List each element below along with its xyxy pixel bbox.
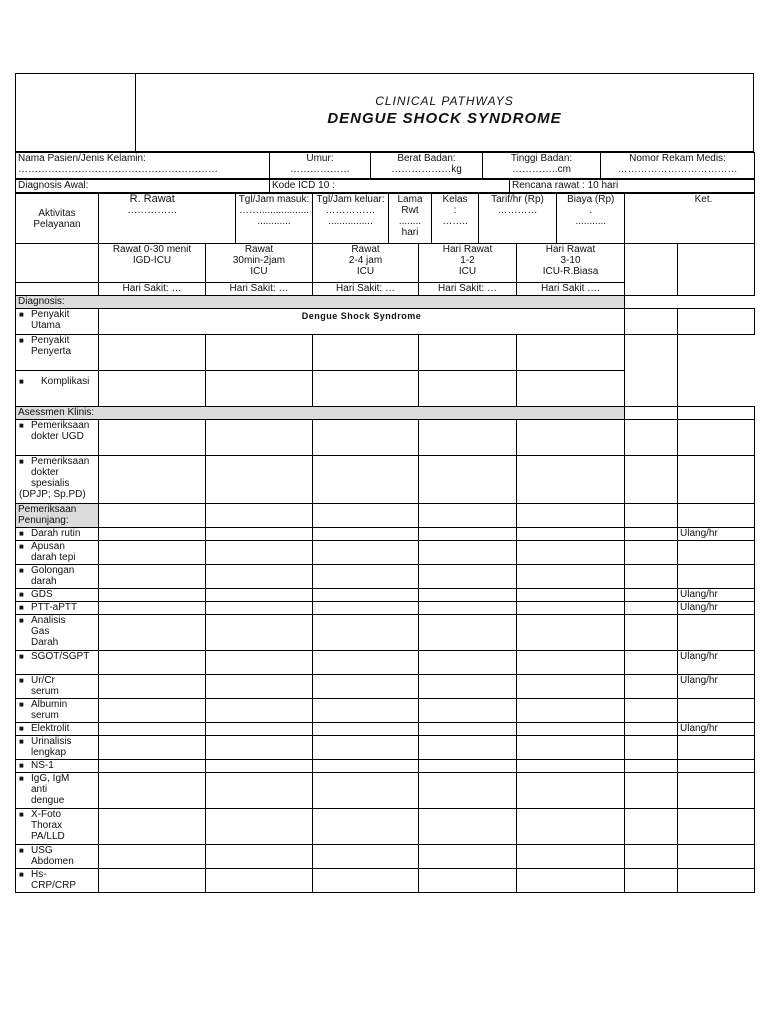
item-note[interactable]: Ulang/hr	[678, 651, 755, 675]
cost-cell[interactable]	[557, 194, 625, 243]
cost-dots: ...........	[575, 216, 607, 227]
note-label: Ket.	[694, 194, 713, 205]
cell[interactable]	[517, 651, 625, 675]
phase-5-header	[517, 244, 625, 283]
cell[interactable]	[625, 699, 678, 723]
cell[interactable]	[517, 589, 625, 602]
item-label: Golongan darah	[31, 565, 75, 587]
cell[interactable]	[313, 736, 419, 760]
sick-day-2[interactable]: Hari Sakit: …	[206, 283, 313, 296]
cell[interactable]	[313, 760, 419, 773]
cell[interactable]	[99, 699, 206, 723]
cell[interactable]	[625, 541, 678, 565]
patient-name-cell[interactable]	[16, 153, 270, 179]
item-label: X-Foto Thorax PA/LLD	[31, 809, 65, 842]
plan-cell[interactable]: Rencana rawat : 10 hari	[510, 180, 755, 193]
sick-day-5[interactable]: Hari Sakit ….	[517, 283, 625, 296]
cell[interactable]	[206, 845, 313, 869]
cell[interactable]	[99, 723, 206, 736]
cell[interactable]	[517, 760, 625, 773]
item-label: Analisis Gas Darah	[31, 615, 66, 648]
phase-2-line2: 30min-2jam	[232, 255, 286, 266]
room-header[interactable]	[99, 194, 206, 244]
cell[interactable]	[517, 869, 625, 893]
stay-length-label: Lama Rwt	[397, 194, 423, 216]
item-note[interactable]	[678, 541, 755, 565]
cell[interactable]	[99, 869, 206, 893]
phase-2-line1: Rawat	[244, 244, 274, 255]
item-note[interactable]: Ulang/hr	[678, 589, 755, 602]
comorbid-cell-1[interactable]	[99, 335, 206, 371]
cell[interactable]	[419, 541, 517, 565]
diagnosis-info-table	[15, 179, 755, 193]
phase-5-line3: ICU-R.Biasa	[542, 266, 599, 277]
spec-cell-3[interactable]	[313, 456, 419, 504]
cost-label: Biaya (Rp)	[567, 194, 615, 205]
cell[interactable]	[206, 869, 313, 893]
assessment-specialist-label: Pemeriksaan dokter spesialis	[31, 456, 90, 489]
cell[interactable]	[517, 773, 625, 809]
list-item: ■ GDS	[16, 589, 99, 602]
cell[interactable]	[313, 541, 419, 565]
spec-cell-1[interactable]	[99, 456, 206, 504]
item-label: USG Abdomen	[31, 845, 74, 867]
initial-diagnosis-cell[interactable]: Diagnosis Awal:	[16, 180, 270, 193]
cell[interactable]	[99, 602, 206, 615]
cell[interactable]	[625, 528, 678, 541]
phase-3-line1: Rawat	[351, 244, 380, 255]
cell[interactable]	[419, 809, 517, 845]
age-dots: ………………	[290, 164, 350, 175]
list-item-assessment-ugd: ■ Pemeriksaan dokter UGD	[16, 420, 99, 456]
cell[interactable]	[313, 845, 419, 869]
cell[interactable]	[419, 589, 517, 602]
tariff-dots: …………	[497, 205, 538, 216]
admission-headers	[206, 194, 625, 244]
cell[interactable]	[625, 675, 678, 699]
cell[interactable]	[313, 773, 419, 809]
cell[interactable]	[517, 541, 625, 565]
assessment-section: Asessmen Klinis:	[16, 407, 625, 420]
cell[interactable]	[313, 869, 419, 893]
complication-cell-1[interactable]	[99, 371, 206, 407]
class-label: Kelas	[442, 194, 468, 205]
ugd-cell-5[interactable]	[517, 420, 625, 456]
cell[interactable]	[99, 615, 206, 651]
cell[interactable]	[99, 565, 206, 589]
cost-dot: .	[589, 205, 593, 216]
list-item: ■ Analisis Gas Darah	[16, 615, 99, 651]
cell[interactable]	[206, 615, 313, 651]
cell[interactable]	[419, 845, 517, 869]
record-number-cell[interactable]	[601, 153, 755, 179]
comorbid-cell-3[interactable]	[313, 335, 419, 371]
cell[interactable]	[625, 589, 678, 602]
list-item: ■ Elektrolit	[16, 723, 99, 736]
cell[interactable]	[517, 675, 625, 699]
cell[interactable]	[206, 651, 313, 675]
cell[interactable]	[313, 675, 419, 699]
sick-day-4[interactable]: Hari Sakit: …	[419, 283, 517, 296]
patient-info-table	[15, 152, 755, 179]
weight-label: Berat Badan:	[397, 153, 456, 164]
admission-date-dots: ……..................	[238, 205, 309, 216]
cell[interactable]	[206, 809, 313, 845]
support-cell-6[interactable]	[625, 504, 678, 528]
complication-cell-4[interactable]	[419, 371, 517, 407]
cell[interactable]	[99, 675, 206, 699]
cell[interactable]	[419, 736, 517, 760]
item-label: NS-1	[31, 760, 54, 771]
cell[interactable]	[206, 528, 313, 541]
support-cell-3[interactable]	[313, 504, 419, 528]
patient-name-dots: ……………………………………………………	[18, 164, 218, 175]
cell[interactable]	[625, 615, 678, 651]
list-item: ■ IgG, IgM anti dengue	[16, 773, 99, 809]
cell[interactable]	[419, 602, 517, 615]
list-item: ■ NS-1	[16, 760, 99, 773]
comorbid-cell-5[interactable]	[517, 335, 625, 371]
form-header	[15, 73, 754, 152]
phase-2-header	[206, 244, 313, 283]
cell[interactable]	[313, 528, 419, 541]
class-cell[interactable]	[432, 194, 479, 243]
list-item: ■ Darah rutin	[16, 528, 99, 541]
phase-3-line3: ICU	[356, 266, 375, 277]
cell[interactable]	[99, 589, 206, 602]
discharge-date-dots: ……………	[325, 205, 376, 216]
cell[interactable]	[313, 699, 419, 723]
admission-date-dots-2: ............	[257, 216, 291, 227]
list-item: ■ Apusan darah tepi	[16, 541, 99, 565]
ugd-cell-4[interactable]	[419, 420, 517, 456]
list-item: ■ X-Foto Thorax PA/LLD	[16, 809, 99, 845]
item-label: Elektrolit	[31, 723, 70, 734]
phase-blank-1	[625, 244, 678, 296]
cell[interactable]	[99, 736, 206, 760]
room-dots: ……………	[127, 205, 178, 216]
cell[interactable]	[206, 773, 313, 809]
cell[interactable]	[99, 528, 206, 541]
complication-cell-2[interactable]	[206, 371, 313, 407]
age-label: Umur:	[306, 153, 334, 164]
item-note[interactable]: Ulang/hr	[678, 723, 755, 736]
ugd-cell-7[interactable]	[678, 420, 755, 456]
cell[interactable]	[517, 565, 625, 589]
admission-date-label: Tgl/Jam masuk:	[238, 194, 310, 205]
stay-length-unit: hari	[401, 227, 419, 238]
logo-box	[16, 74, 136, 151]
cell[interactable]	[206, 675, 313, 699]
cell[interactable]	[99, 845, 206, 869]
item-note[interactable]	[678, 869, 755, 893]
discharge-date-dots-2: ................	[328, 216, 373, 227]
sick-day-spacer	[16, 283, 99, 296]
cell[interactable]	[625, 736, 678, 760]
item-note[interactable]	[678, 736, 755, 760]
cell[interactable]	[517, 615, 625, 651]
comorbid-gap	[678, 335, 755, 371]
ugd-cell-6[interactable]	[625, 420, 678, 456]
cell[interactable]	[99, 773, 206, 809]
form-subtitle: CLINICAL PATHWAYS	[375, 94, 514, 108]
complication-cell-5[interactable]	[517, 371, 625, 407]
cell[interactable]	[313, 809, 419, 845]
ugd-cell-1[interactable]	[99, 420, 206, 456]
cell[interactable]	[419, 773, 517, 809]
list-item-assessment-specialist: ■ Pemeriksaan dokter spesialis (DPJP; Sp.PD)	[16, 456, 99, 504]
discharge-date-label: Tgl/Jam keluar:	[316, 194, 385, 205]
support-cell-4[interactable]	[419, 504, 517, 528]
admission-date-cell[interactable]	[236, 194, 313, 243]
cell[interactable]	[419, 651, 517, 675]
list-item: ■ Hs-CRP/CRP	[16, 869, 99, 893]
ugd-cell-2[interactable]	[206, 420, 313, 456]
list-item: ■ Golongan darah	[16, 565, 99, 589]
item-label: Urinalisis lengkap	[31, 736, 72, 758]
comorbid-cell-4[interactable]	[419, 335, 517, 371]
phase-2-line3: ICU	[250, 266, 268, 277]
assessment-blank-2	[678, 407, 755, 420]
cell[interactable]	[625, 565, 678, 589]
item-note[interactable]: Ulang/hr	[678, 602, 755, 615]
class-dots: ……..	[442, 216, 468, 227]
comorbid-blank	[625, 335, 678, 407]
cell[interactable]	[419, 760, 517, 773]
item-note[interactable]	[678, 773, 755, 809]
phase-1-line1: Rawat 0-30 menit	[112, 244, 192, 255]
phase-1-line2: IGD-ICU	[132, 255, 172, 266]
item-note[interactable]	[678, 699, 755, 723]
cell[interactable]	[313, 589, 419, 602]
tariff-label: Tarif/hr (Rp)	[491, 194, 544, 205]
form-title: DENGUE SHOCK SYNDROME	[327, 110, 562, 127]
phase-1-header	[99, 244, 206, 283]
cell[interactable]	[99, 651, 206, 675]
item-label: Hs-CRP/CRP	[31, 869, 77, 891]
item-label: Apusan darah tepi	[31, 541, 76, 563]
spec-cell-4[interactable]	[419, 456, 517, 504]
cell[interactable]	[99, 760, 206, 773]
cell[interactable]	[517, 723, 625, 736]
class-colon: :	[453, 205, 457, 216]
pathway-table	[15, 193, 755, 893]
list-item-complication: ■ Komplikasi	[16, 371, 99, 407]
cell[interactable]	[313, 651, 419, 675]
item-label: GDS	[31, 589, 53, 600]
list-item: ■ PTT-aPTT	[16, 602, 99, 615]
weight-cell[interactable]	[371, 153, 483, 179]
cell[interactable]	[419, 869, 517, 893]
phase-3-line2: 2-4 jam	[348, 255, 383, 266]
item-label: PTT-aPTT	[31, 602, 78, 613]
sick-day-3[interactable]: Hari Sakit: …	[313, 283, 419, 296]
cell[interactable]	[625, 760, 678, 773]
cell[interactable]	[313, 565, 419, 589]
cell[interactable]	[419, 699, 517, 723]
tariff-cell[interactable]	[479, 194, 557, 243]
cell[interactable]	[517, 845, 625, 869]
main-disease-cost[interactable]	[625, 309, 678, 335]
cell[interactable]	[625, 651, 678, 675]
phase-5-line1: Hari Rawat	[545, 244, 596, 255]
comorbid-cell-2[interactable]	[206, 335, 313, 371]
list-item: ■ Albumin serum	[16, 699, 99, 723]
age-cell[interactable]	[270, 153, 371, 179]
cell[interactable]	[206, 602, 313, 615]
item-note[interactable]: Ulang/hr	[678, 675, 755, 699]
item-note[interactable]: Ulang/hr	[678, 528, 755, 541]
list-item: ■ SGOT/SGPT	[16, 651, 99, 675]
ugd-cell-3[interactable]	[313, 420, 419, 456]
item-note[interactable]	[678, 615, 755, 651]
cell[interactable]	[625, 809, 678, 845]
cell[interactable]	[206, 760, 313, 773]
room-label: R. Rawat	[129, 193, 175, 205]
cell[interactable]	[625, 773, 678, 809]
list-item-main-disease: ■ Penyakit Utama	[16, 309, 99, 335]
cell[interactable]	[517, 809, 625, 845]
main-disease-note[interactable]	[678, 309, 755, 335]
support-cell-7[interactable]	[678, 504, 755, 528]
icd-code-cell[interactable]: Kode ICD 10 :	[270, 180, 510, 193]
activity-label: Aktivitas Pelayanan	[33, 207, 81, 230]
item-label: Albumin serum	[31, 699, 68, 721]
complication-cell-3[interactable]	[313, 371, 419, 407]
clinical-pathway-form	[15, 73, 754, 893]
height-label: Tinggi Badan:	[510, 153, 573, 164]
cell[interactable]	[206, 565, 313, 589]
record-number-label: Nomor Rekam Medis:	[629, 153, 726, 164]
item-label: IgG, IgM anti dengue	[31, 773, 70, 806]
support-section: Pemeriksaan Penunjang:	[16, 504, 99, 528]
cell[interactable]	[206, 736, 313, 760]
height-dots: …………..cm	[512, 164, 571, 175]
item-label: SGOT/SGPT	[31, 651, 90, 662]
patient-name-label: Nama Pasien/Jenis Kelamin:	[18, 153, 146, 164]
support-cell-1[interactable]	[99, 504, 206, 528]
cell[interactable]	[625, 723, 678, 736]
cell[interactable]	[313, 723, 419, 736]
weight-dots: ………………kg	[391, 164, 462, 175]
complication-label: Komplikasi	[41, 376, 90, 387]
cell[interactable]	[419, 615, 517, 651]
note-header	[625, 194, 755, 244]
item-note[interactable]	[678, 565, 755, 589]
diagnosis-section: Diagnosis:	[16, 296, 625, 309]
activity-header	[16, 194, 99, 244]
cell[interactable]	[517, 736, 625, 760]
phase-blank-2	[678, 244, 755, 296]
cell[interactable]	[625, 602, 678, 615]
record-number-dots: ………………………………	[617, 164, 738, 175]
stay-length-dots: ........	[398, 216, 422, 227]
cell[interactable]	[625, 845, 678, 869]
cell[interactable]	[99, 541, 206, 565]
main-disease-value[interactable]: Dengue Shock Syndrome	[99, 309, 625, 335]
list-item: ■ Ur/Cr serum	[16, 675, 99, 699]
support-cell-2[interactable]	[206, 504, 313, 528]
cell[interactable]	[313, 615, 419, 651]
main-disease-label: Penyakit Utama	[31, 309, 70, 331]
cell[interactable]	[517, 528, 625, 541]
stay-length-cell[interactable]	[389, 194, 432, 243]
cell[interactable]	[419, 723, 517, 736]
assessment-specialist-extra: (DPJP; Sp.PD)	[19, 489, 86, 500]
section-gap	[625, 296, 755, 309]
item-label: Ur/Cr serum	[31, 675, 59, 697]
cell[interactable]	[419, 565, 517, 589]
list-item: ■ Urinalisis lengkap	[16, 736, 99, 760]
phase-4-header	[419, 244, 517, 283]
cell[interactable]	[206, 541, 313, 565]
cell[interactable]	[99, 809, 206, 845]
phase-3-header	[313, 244, 419, 283]
spec-cell-5[interactable]	[517, 456, 625, 504]
assessment-blank-1	[625, 407, 678, 420]
list-item-comorbid: ■ Penyakit Penyerta	[16, 335, 99, 371]
phase-4-line1: Hari Rawat	[442, 244, 493, 255]
spec-cell-2[interactable]	[206, 456, 313, 504]
sick-day-1[interactable]: Hari Sakit: …	[99, 283, 206, 296]
phase-spacer	[16, 244, 99, 283]
spec-cell-7[interactable]	[678, 456, 755, 504]
item-note[interactable]	[678, 760, 755, 773]
cell[interactable]	[517, 602, 625, 615]
height-cell[interactable]	[483, 153, 601, 179]
comorbid-label: Penyakit Penyerta	[31, 335, 72, 357]
discharge-date-cell[interactable]	[313, 194, 389, 243]
support-cell-5[interactable]	[517, 504, 625, 528]
cell[interactable]	[313, 602, 419, 615]
spec-cell-6[interactable]	[625, 456, 678, 504]
assessment-ugd-label: Pemeriksaan dokter UGD	[31, 420, 90, 442]
cell[interactable]	[206, 589, 313, 602]
cell[interactable]	[206, 723, 313, 736]
item-note[interactable]	[678, 809, 755, 845]
cell[interactable]	[419, 675, 517, 699]
list-item: ■ USG Abdomen	[16, 845, 99, 869]
cell[interactable]	[419, 528, 517, 541]
complication-gap	[678, 371, 755, 407]
cell[interactable]	[206, 699, 313, 723]
phase-5-line2: 3-10	[560, 255, 581, 266]
cell[interactable]	[625, 869, 678, 893]
item-note[interactable]	[678, 845, 755, 869]
phase-4-line2: 1-2	[460, 255, 475, 266]
item-label: Darah rutin	[31, 528, 81, 539]
phase-4-line3: ICU	[458, 266, 477, 277]
cell[interactable]	[517, 699, 625, 723]
